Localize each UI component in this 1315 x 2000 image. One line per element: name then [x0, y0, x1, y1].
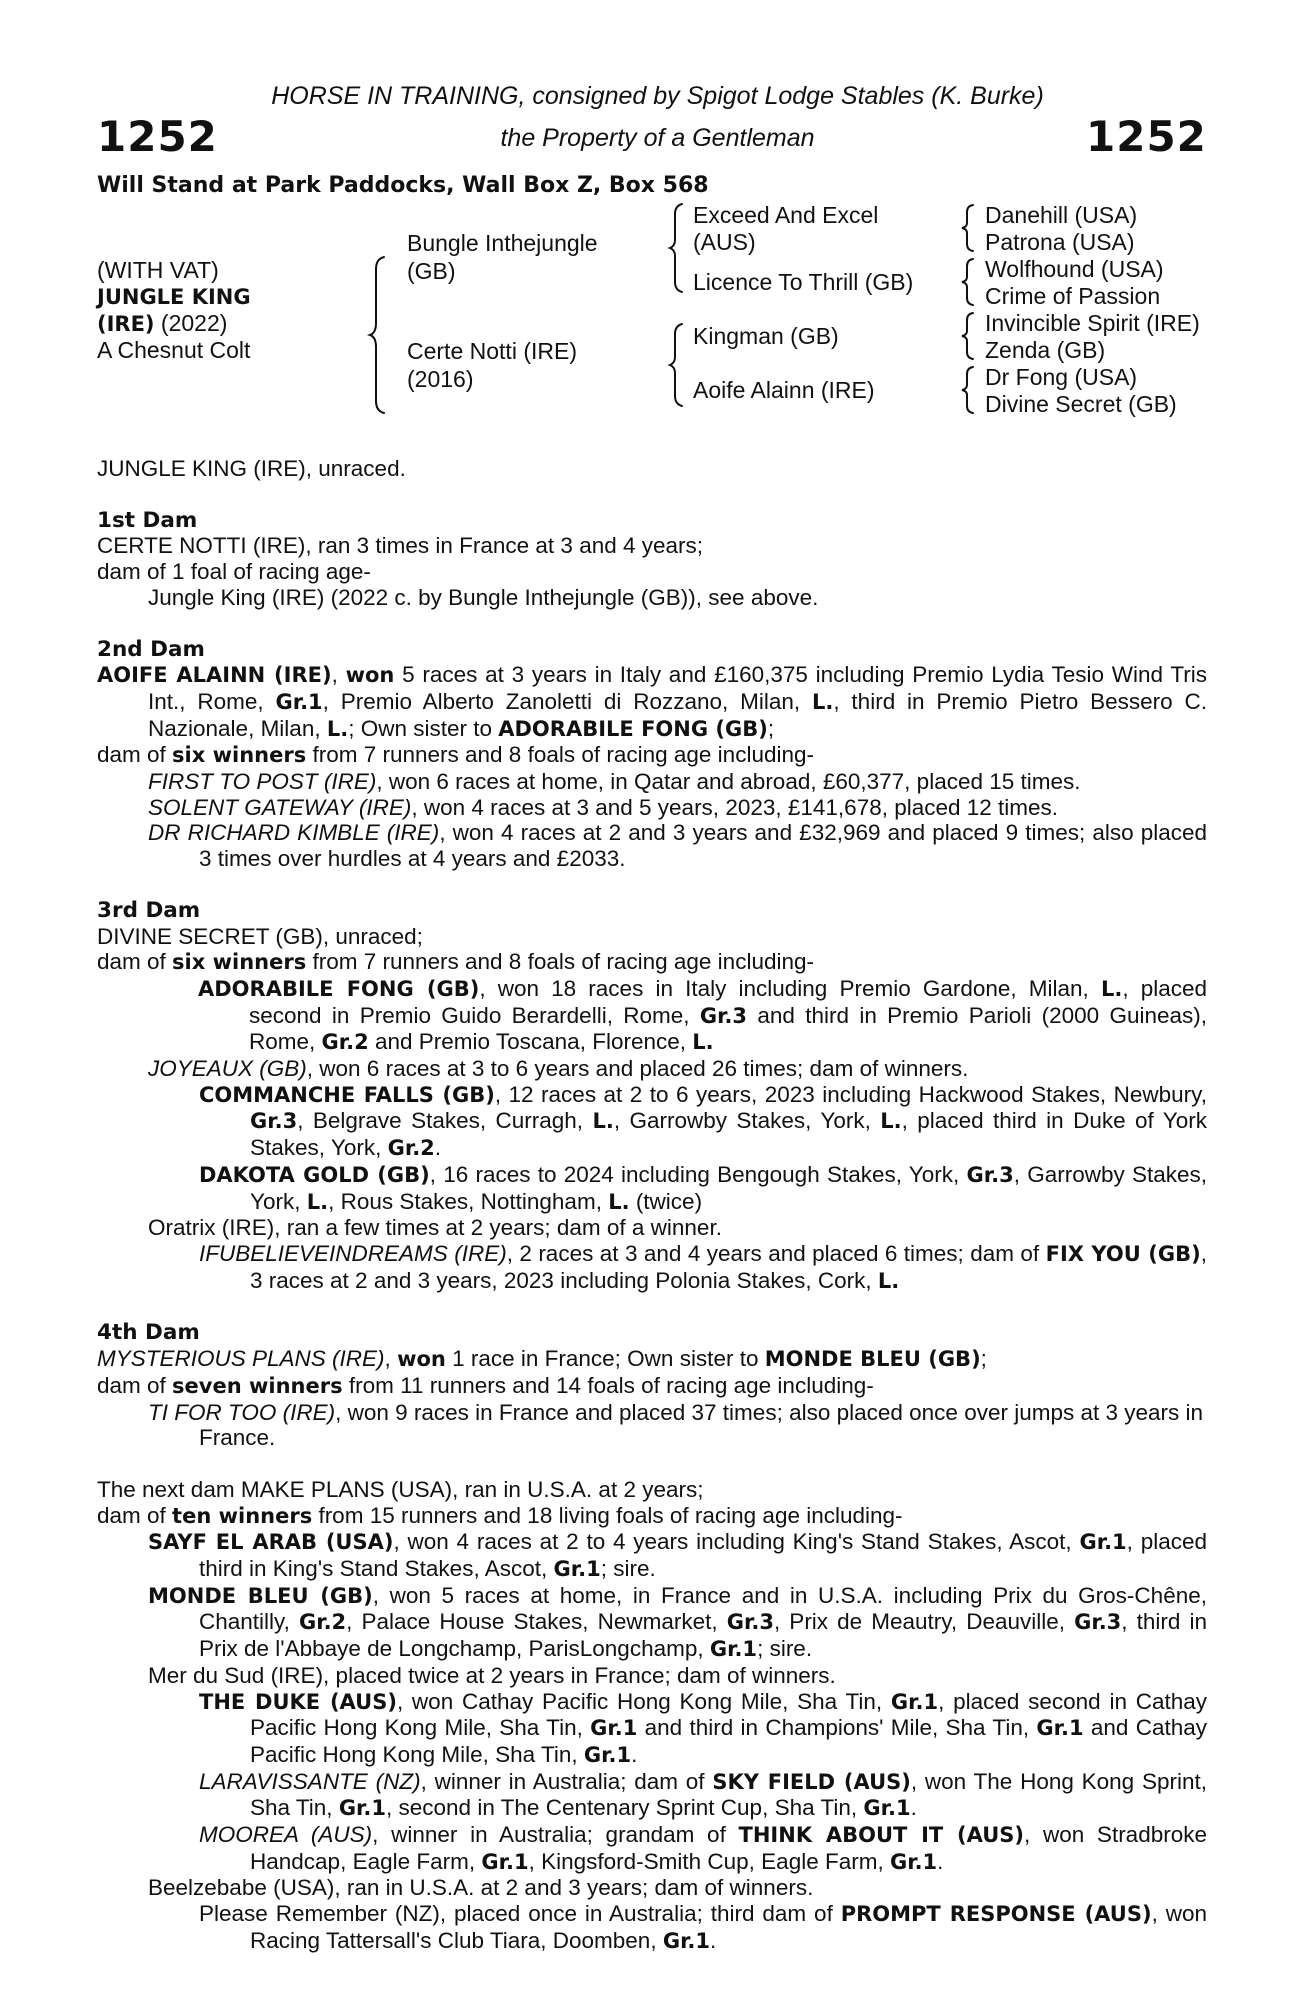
pr-t1: Please Remember (NZ), placed once in Australia; third dam of — [199, 1901, 841, 1927]
next-laravissante — [97, 1769, 1207, 1822]
prompt-response-name: PROMPT RESPONSE (AUS) — [840, 1902, 1152, 1927]
dam3-commanche-falls — [97, 1082, 1207, 1162]
grade-badge: Gr.1 — [553, 1557, 601, 1582]
dam1-line: CERTE NOTTI (IRE), ran 3 times in France at 3 and 4 years; — [97, 533, 704, 559]
la-t3: , second in The Centenary Sprint Cup, Sha Tin, — [386, 1795, 864, 1821]
monde-bleu-sister: MONDE BLEU (GB) — [764, 1347, 981, 1372]
joyeaux-text: , won 6 races at 3 to 6 years and placed 26 times; dam of winners. — [306, 1056, 969, 1082]
la-t4: . — [910, 1795, 917, 1821]
dam2-winners: six winners — [172, 743, 307, 768]
mysterious-plans-name: MYSTERIOUS PLANS (IRE) — [97, 1346, 385, 1372]
listed-badge: L. — [592, 1109, 614, 1134]
sire-country: (GB) — [407, 258, 456, 284]
mp-t1: 1 race in France; Own sister to — [445, 1346, 765, 1372]
listed-badge: L. — [306, 1189, 329, 1214]
header-property-line: the Property of a Gentleman — [500, 124, 815, 152]
dam2-text2: , Premio Alberto Zanoletti di Rozzano, Milan, — [322, 688, 812, 714]
mb-t3: , Prix de Meautry, Deauville, — [773, 1609, 1075, 1635]
next-mer-du-sud: Mer du Sud (IRE), placed twice at 2 years in France; dam of winners. — [148, 1662, 836, 1688]
dam2-child-1-name: FIRST TO POST (IRE) — [148, 769, 377, 795]
sire-name: Bungle Inthejungle — [407, 230, 598, 256]
next-dam-winners-summary — [97, 1503, 1207, 1530]
grade-badge: Gr.1 — [863, 1796, 911, 1821]
grade-badge: Gr.2 — [321, 1030, 369, 1055]
heading-3rd-dam: 3rd Dam — [97, 897, 201, 923]
vat-label: (WITH VAT) — [97, 257, 219, 283]
af-t2: , placed second in Premio Guido Berardelli, Rome, — [249, 975, 1207, 1028]
dam1-produce: Jungle King (IRE) (2022 c. by Bungle Inthejungle (GB)), see above. — [148, 584, 819, 610]
dam3-oratrix: Oratrix (IRE), ran a few times at 2 years; dam of a winner. — [148, 1215, 722, 1241]
grade-badge: Gr.1 — [662, 1928, 711, 1953]
mp-won: won — [397, 1347, 446, 1372]
horse-year: (2022) — [160, 310, 228, 336]
pr-t2: , won Racing Tattersall's Club Tiara, Doomben, — [250, 1901, 1208, 1953]
dam2-child-2-name: SOLENT GATEWAY (IRE) — [148, 794, 412, 820]
grade-badge: Gr.3 — [699, 1003, 748, 1028]
pedigree-brace-g3-3 — [962, 311, 976, 361]
dam1-foals: dam of 1 foal of racing age- — [97, 559, 371, 585]
grade-badge: Gr.1 — [590, 1716, 638, 1741]
dam2-summary-t2: from 7 runners and 8 foals of racing age including- — [306, 742, 814, 768]
grade-badge: Gr.1 — [481, 1849, 529, 1874]
grade-badge: Gr.1 — [709, 1637, 758, 1662]
dam4-summary-t1: dam of — [97, 1372, 173, 1398]
header-consignor-line: HORSE IN TRAINING, consigned by Spigot Lodge Stables (K. Burke) — [271, 82, 1044, 110]
dam-dam-dam: Divine Secret (GB) — [985, 391, 1177, 417]
af-t3: and third in Premio Parioli (2000 Guineas), Rome, — [249, 1002, 1207, 1055]
dakota-gold-name: DAKOTA GOLD (GB) — [199, 1162, 430, 1187]
dam2-child-3 — [97, 820, 1207, 871]
pr-t3: . — [710, 1927, 717, 1953]
heading-1st-dam: 1st Dam — [97, 507, 198, 533]
mp-t2: ; — [980, 1346, 987, 1372]
dam3-line: DIVINE SECRET (GB), unraced; — [97, 923, 423, 949]
next-dam-line: The next dam MAKE PLANS (USA), ran in U.S.A. at 2 years; — [97, 1476, 704, 1502]
ti-for-too-text: , won 9 races in France and placed 37 times; also placed once over jumps at 3 years in France. — [199, 1399, 1204, 1451]
listed-badge: L. — [1100, 976, 1123, 1001]
dg-t1: , 16 races to 2024 including Bengough Stakes, York, — [429, 1161, 967, 1187]
monde-bleu-name: MONDE BLEU (GB) — [148, 1583, 373, 1608]
dam2-name: AOIFE ALAINN (IRE) — [97, 663, 332, 688]
dam2-winners-summary — [97, 742, 1207, 769]
dam-dam-sire: Dr Fong (USA) — [985, 364, 1138, 390]
listed-badge: L. — [811, 689, 834, 714]
listed-badge: L. — [880, 1109, 902, 1134]
sire-sire-sire: Danehill (USA) — [985, 202, 1138, 228]
dam3-adorabile-fong — [97, 976, 1207, 1056]
horse-country-year — [97, 310, 227, 338]
mb-t2: , Palace House Stakes, Newmarket, — [346, 1609, 727, 1635]
dg-t3: , Rous Stakes, Nottingham, — [328, 1188, 609, 1214]
dam3-winners: six winners — [172, 950, 307, 975]
pedigree-brace-g3-4 — [962, 365, 976, 415]
next-summary-t1: dam of — [97, 1502, 173, 1528]
mo-t1: , winner in Australia; grandam of — [372, 1822, 739, 1848]
listed-badge: L. — [877, 1268, 900, 1293]
sa-t3: ; sire. — [600, 1556, 656, 1582]
cf-t3: , Garrowby Stakes, York, — [613, 1108, 881, 1134]
sire-sire-name: Exceed And Excel — [693, 202, 879, 228]
sayf-el-arab-name: SAYF EL ARAB (USA) — [148, 1530, 394, 1555]
sire-dam-sire: Wolfhound (USA) — [985, 256, 1164, 282]
joyeaux-name: JOYEAUX (GB) — [148, 1056, 307, 1082]
dam4-ti-for-too — [97, 1400, 1207, 1451]
next-summary-t2: from 15 runners and 18 living foals of racing age including- — [312, 1502, 903, 1528]
dam3-joyeaux — [97, 1056, 1207, 1082]
next-moorea — [97, 1822, 1207, 1875]
td-t4: and Cathay Pacific Hong Kong Mile, Sha Tin, — [250, 1715, 1207, 1767]
dam4-winners-summary — [97, 1373, 1207, 1400]
grade-badge: Gr.3 — [250, 1109, 298, 1134]
dam2-sep: , — [331, 662, 346, 688]
horse-description: A Chesnut Colt — [97, 337, 251, 363]
sire-dam: Licence To Thrill (GB) — [693, 269, 914, 295]
pedigree-brace-main — [370, 255, 390, 415]
ifubelieve-name: IFUBELIEVEINDREAMS (IRE) — [199, 1240, 507, 1266]
grade-badge: Gr.1 — [583, 1742, 632, 1767]
unraced-line: JUNGLE KING (IRE), unraced. — [97, 456, 406, 481]
mb-t1: , won 5 races at home, in France and in U.S.A. including Prix du Gros-Chêne, Chantilly, — [199, 1582, 1207, 1635]
listed-badge: L. — [692, 1030, 714, 1055]
dam3-dakota-gold — [97, 1162, 1207, 1215]
mb-t4: , third in Prix de l'Abbaye de Longchamp, ParisLongchamp, — [199, 1609, 1208, 1662]
grade-badge: Gr.2 — [298, 1610, 347, 1635]
sire-sire-country: (AUS) — [693, 229, 756, 255]
dam3-ifubelieveindreams — [97, 1241, 1207, 1294]
stand-location: Will Stand at Park Paddocks, Wall Box Z, Box 568 — [97, 173, 709, 198]
sire-dam-dam: Crime of Passion — [985, 283, 1161, 309]
dam-sire-sire: Invincible Spirit (IRE) — [985, 310, 1200, 336]
grade-badge: Gr.1 — [890, 1689, 939, 1714]
pedigree-brace-dam — [670, 322, 686, 408]
dam2-summary-t1: dam of — [97, 742, 173, 768]
la-t2: , won The Hong Kong Sprint, Sha Tin, — [250, 1768, 1207, 1821]
next-the-duke — [97, 1689, 1207, 1769]
pedigree-brace-sire — [670, 202, 686, 294]
mo-t2: , won Stradbroke Handcap, Eagle Farm, — [250, 1822, 1207, 1874]
dam2-child-1-text: , won 6 races at home, in Qatar and abroad, £60,377, placed 15 times. — [376, 769, 1081, 795]
heading-4th-dam: 4th Dam — [97, 1320, 200, 1346]
next-please-remember — [97, 1901, 1207, 1954]
next-monde-bleu — [97, 1583, 1207, 1663]
grade-badge: Gr.3 — [1074, 1610, 1122, 1635]
next-beelzebabe: Beelzebabe (USA), ran in U.S.A. at 2 and 3 years; dam of winners. — [148, 1875, 814, 1901]
la-t1: , winner in Australia; dam of — [420, 1768, 713, 1794]
af-t1: , won 18 races in Italy including Premio Gardone, Milan, — [479, 975, 1101, 1001]
dam2-sister: ADORABILE FONG (GB) — [498, 716, 768, 741]
moorea-name: MOOREA (AUS) — [199, 1822, 373, 1848]
dam2-text5: ; — [767, 715, 775, 741]
pedigree-brace-g3-2 — [962, 257, 976, 307]
cf-t1: , 12 races at 2 to 6 years, 2023 including Hackwood Stakes, Newbury, — [494, 1081, 1207, 1107]
sky-field-name: SKY FIELD (AUS) — [712, 1769, 911, 1794]
next-winners: ten winners — [172, 1503, 313, 1528]
grade-badge: Gr.1 — [1079, 1530, 1127, 1555]
dam2-text3: , third in Premio Pietro Bessero C. Nazionale, Milan, — [148, 688, 1207, 741]
adorabile-fong-name: ADORABILE FONG (GB) — [198, 976, 480, 1001]
cf-t2: , Belgrave Stakes, Curragh, — [297, 1108, 593, 1134]
ti-for-too-name: TI FOR TOO (IRE) — [148, 1399, 336, 1425]
laravissante-name: LARAVISSANTE (NZ) — [199, 1768, 421, 1794]
dam-year: (2016) — [407, 366, 474, 392]
dam2-child-1 — [97, 769, 1207, 795]
grade-badge: Gr.3 — [726, 1610, 774, 1635]
mb-t5: ; sire. — [757, 1636, 813, 1662]
sa-t2: , placed third in King's Stand Stakes, Ascot, — [199, 1529, 1208, 1582]
dg-t4: (twice) — [629, 1188, 703, 1214]
af-t4: and Premio Toscana, Florence, — [368, 1029, 693, 1055]
mp-t0: , — [384, 1346, 398, 1372]
dg-t2: , Garrowby Stakes, York, — [250, 1161, 1207, 1214]
think-about-it-name: THINK ABOUT IT (AUS) — [738, 1823, 1024, 1848]
grade-badge: Gr.2 — [387, 1136, 435, 1161]
sire-sire-dam: Patrona (USA) — [985, 229, 1135, 255]
dam4-summary-t2: from 11 runners and 14 foals of racing age including- — [342, 1372, 874, 1398]
horse-name — [97, 283, 251, 311]
cf-t5: . — [434, 1135, 442, 1161]
dam2-child-3-name: DR RICHARD KIMBLE (IRE) — [148, 820, 440, 846]
dam2-text1: 5 races at 3 years in Italy and £160,375 including Premio Lydia Tesio Wind Tris Int., Rome, — [148, 662, 1207, 714]
mo-t4: . — [937, 1848, 944, 1874]
if-t2: , 3 races at 2 and 3 years, 2023 including Polonia Stakes, Cork, — [250, 1240, 1207, 1293]
horse-name-bold: JUNGLE KING — [97, 285, 251, 309]
dam2-child-2-text: , won 4 races at 3 and 5 years, 2023, £141,678, placed 12 times. — [411, 794, 1059, 820]
cf-t4: , placed third in Duke of York Stakes, York, — [250, 1108, 1207, 1161]
fix-you-name: FIX YOU (GB) — [1045, 1241, 1201, 1266]
dam2-child-2 — [97, 795, 1207, 821]
td-t3: and third in Champions' Mile, Sha Tin, — [637, 1715, 1037, 1741]
next-sayf-el-arab — [97, 1529, 1207, 1582]
dam2-won: won — [345, 663, 395, 688]
dam2-child-3-text: , won 4 races at 2 and 3 years and £32,969 and placed 9 times; also placed 3 times over hurdles at 4 years and £2033. — [199, 820, 1208, 872]
horse-country: (IRE) — [97, 312, 155, 336]
mo-t3: , Kingsford-Smith Cup, Eagle Farm, — [528, 1848, 890, 1874]
dam-sire: Kingman (GB) — [693, 323, 839, 349]
heading-2nd-dam: 2nd Dam — [97, 636, 205, 662]
td-t1: , won Cathay Pacific Hong Kong Mile, Sha Tin, — [396, 1688, 891, 1714]
td-t2: , placed second in Cathay Pacific Hong Kong Mile, Sha Tin, — [250, 1688, 1207, 1741]
grade-badge: Gr.1 — [275, 689, 323, 714]
grade-badge: Gr.1 — [1036, 1716, 1084, 1741]
dam2-record — [97, 662, 1207, 742]
dam3-summary-t1: dam of — [97, 949, 173, 975]
listed-badge: L. — [608, 1189, 630, 1214]
catalogue-body — [97, 456, 1207, 1955]
dam4-record — [97, 1346, 1207, 1373]
dam-sire-dam: Zenda (GB) — [985, 337, 1106, 363]
dam2-text4: ; Own sister to — [348, 715, 499, 741]
dam3-summary-t2: from 7 runners and 8 foals of racing age including- — [306, 949, 814, 975]
dam-dam: Aoife Alainn (IRE) — [693, 377, 875, 403]
the-duke-name: THE DUKE (AUS) — [199, 1689, 397, 1714]
lot-number-left: 1252 — [97, 112, 218, 161]
td-t5: . — [631, 1741, 638, 1767]
grade-badge: Gr.1 — [889, 1849, 938, 1874]
dam3-winners-summary — [97, 949, 1207, 976]
grade-badge: Gr.1 — [338, 1796, 387, 1821]
dam4-winners: seven winners — [172, 1373, 343, 1398]
sa-t1: , won 4 races at 2 to 4 years including King's Stand Stakes, Ascot, — [393, 1529, 1080, 1555]
dam-name: Certe Notti (IRE) — [407, 338, 577, 364]
listed-badge: L. — [326, 716, 349, 741]
commanche-falls-name: COMMANCHE FALLS (GB) — [199, 1082, 495, 1107]
lot-number-right: 1252 — [1086, 112, 1207, 161]
pedigree-brace-g3-1 — [962, 203, 976, 253]
if-t1: , 2 races at 3 and 4 years and placed 6 times; dam of — [506, 1240, 1046, 1266]
grade-badge: Gr.3 — [966, 1162, 1014, 1187]
